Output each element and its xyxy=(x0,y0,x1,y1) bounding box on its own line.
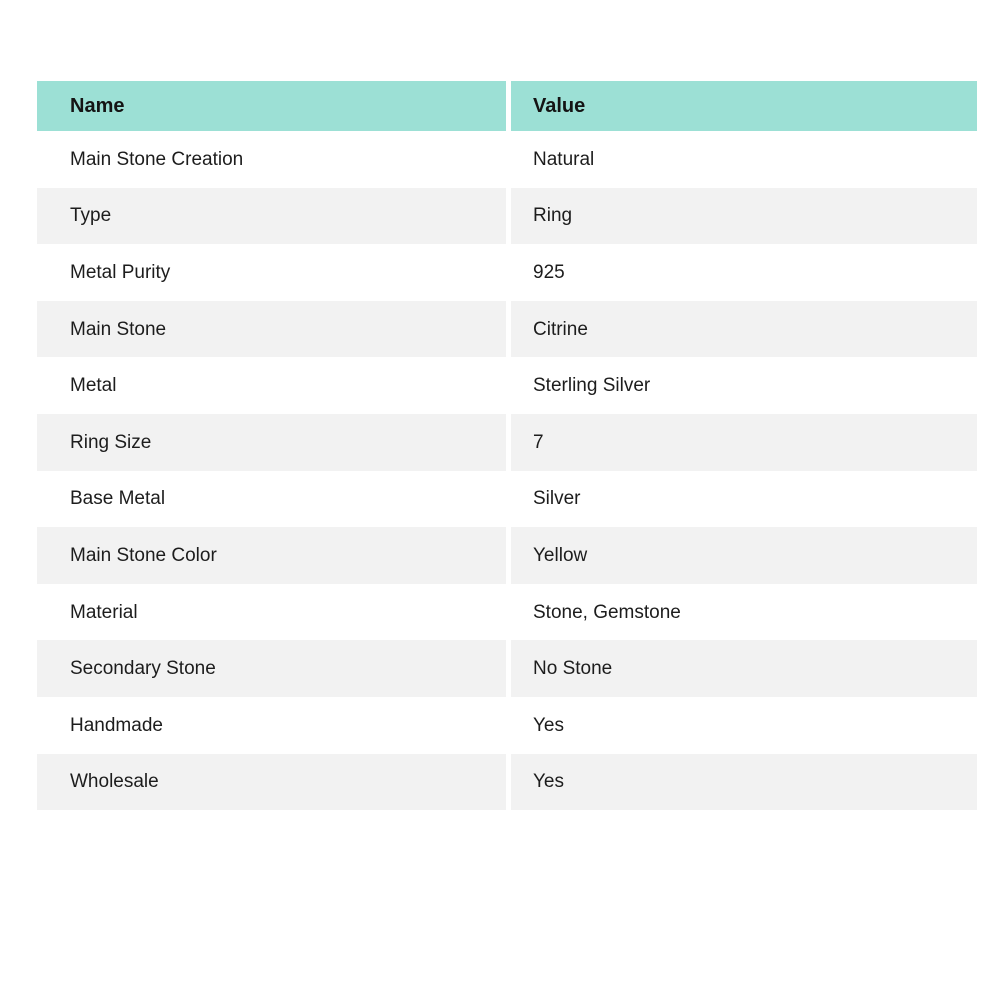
table-row xyxy=(37,471,977,528)
table-row xyxy=(37,357,977,414)
attribute-name-cell: Secondary Stone xyxy=(37,640,506,697)
attribute-value-cell: 925 xyxy=(511,244,977,301)
table-row xyxy=(37,414,977,471)
attribute-value-cell: Natural xyxy=(511,131,977,188)
table-row xyxy=(37,188,977,245)
attribute-name-cell: Ring Size xyxy=(37,414,506,471)
attribute-name-cell: Material xyxy=(37,584,506,641)
table-row xyxy=(37,584,977,641)
attribute-value-cell: Stone, Gemstone xyxy=(511,584,977,641)
column-header-name: Name xyxy=(37,81,506,131)
attributes-table xyxy=(37,81,977,810)
attribute-name-cell: Main Stone Color xyxy=(37,527,506,584)
attribute-value-cell: Yes xyxy=(511,697,977,754)
attribute-value-cell: Ring xyxy=(511,188,977,245)
table-row xyxy=(37,244,977,301)
attribute-name-cell: Main Stone xyxy=(37,301,506,358)
table-row xyxy=(37,697,977,754)
attribute-value-cell: Silver xyxy=(511,471,977,528)
table-row xyxy=(37,301,977,358)
table-body xyxy=(37,131,977,810)
table-row xyxy=(37,527,977,584)
attribute-name-cell: Metal xyxy=(37,357,506,414)
attribute-value-cell: Citrine xyxy=(511,301,977,358)
attribute-name-cell: Main Stone Creation xyxy=(37,131,506,188)
table-row xyxy=(37,754,977,811)
attribute-value-cell: Sterling Silver xyxy=(511,357,977,414)
attribute-value-cell: 7 xyxy=(511,414,977,471)
attribute-value-cell: No Stone xyxy=(511,640,977,697)
table-row xyxy=(37,640,977,697)
attribute-name-cell: Handmade xyxy=(37,697,506,754)
attribute-value-cell: Yellow xyxy=(511,527,977,584)
attribute-name-cell: Type xyxy=(37,188,506,245)
table-row xyxy=(37,131,977,188)
table-header-row xyxy=(37,81,977,131)
column-header-value: Value xyxy=(511,81,977,131)
attribute-value-cell: Yes xyxy=(511,754,977,811)
attribute-name-cell: Metal Purity xyxy=(37,244,506,301)
attribute-name-cell: Wholesale xyxy=(37,754,506,811)
attribute-name-cell: Base Metal xyxy=(37,471,506,528)
